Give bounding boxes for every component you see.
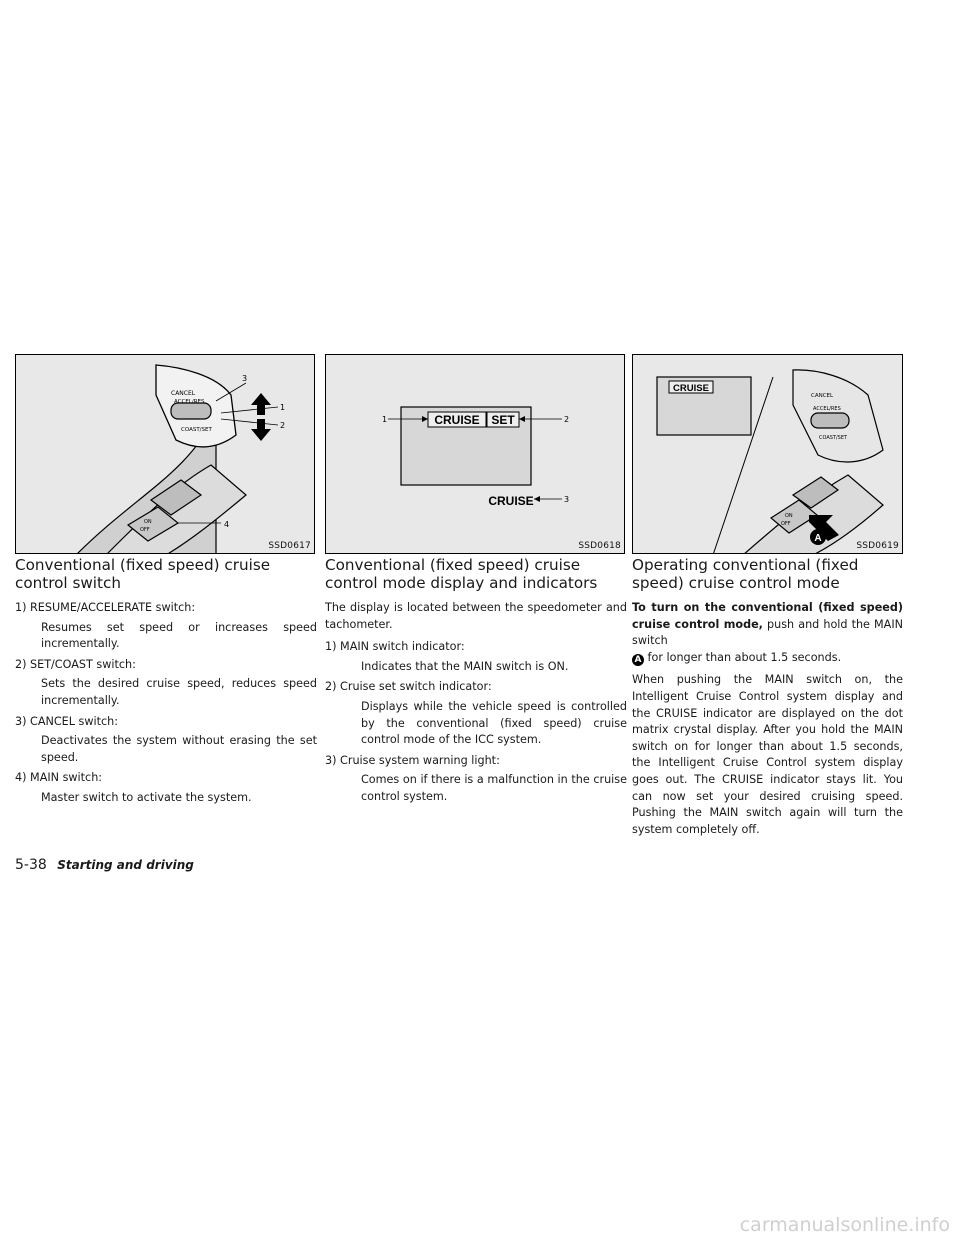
item-title: 2) SET/COAST switch:: [15, 657, 136, 671]
steering-switch-illustration: [16, 355, 315, 554]
figure-cruise-switch: [15, 354, 315, 554]
description-paragraph: When pushing the MAIN switch on, the Intelligent Cruise Control system display and the CRUISE indicator are displayed on the dot matrix crystal display. After you hold the MAIN switch on for longer than about 1.5 seconds, the Intelligent Cruise Control system display goes out. The CRUISE indicator stays lit. You can now set your desired cruising speed. Pushing the MAIN switch again will turn the system completely off.: [632, 673, 903, 836]
figure-cruise-display: [325, 354, 625, 554]
item-desc: Displays while the vehicle speed is controlled by the conventional (fixed speed) cruise control mode of the ICC system.: [361, 699, 627, 747]
item-desc: Resumes set speed or increases speed incrementally.: [41, 620, 317, 651]
label-cancel: CANCEL: [811, 393, 834, 399]
figure-code: SSD0617: [268, 541, 311, 551]
section-heading: Operating conventional (fixed speed) cruise control mode: [632, 556, 859, 592]
figure-operating-mode: [632, 354, 903, 554]
column-switch: [15, 556, 317, 807]
instruction-end: for longer than about 1.5 seconds.: [644, 650, 842, 664]
callout-3: 3: [242, 374, 248, 383]
cruise-indicator: CRUISE: [434, 413, 480, 427]
instruction-bold: To turn on the conventional (fixed speed) cruise control mode,: [632, 601, 903, 631]
marker-a: A: [814, 533, 822, 544]
column-display: [325, 556, 627, 806]
item-desc: Comes on if there is a malfunction in the cruise control system.: [361, 773, 627, 803]
callout-3: 3: [564, 495, 570, 504]
item-title: 2) Cruise set switch indicator:: [325, 680, 492, 694]
item-title: 1) RESUME/ACCELERATE switch:: [15, 601, 196, 614]
label-cancel: CANCEL: [171, 390, 196, 397]
operating-illustration: [633, 355, 903, 554]
item-desc: Sets the desired cruise speed, reduces speed incrementally.: [41, 677, 317, 707]
label-accel-res: ACCEL/RES: [813, 406, 841, 412]
section-heading: Conventional (fixed speed) cruise control mode display and indicators: [325, 556, 598, 592]
intro-text: The display is located between the speedometer and tachometer.: [325, 601, 627, 631]
label-coast-set: COAST/SET: [819, 435, 848, 441]
callout-2: 2: [564, 415, 570, 424]
label-off: OFF: [781, 521, 791, 527]
item-title: 3) Cruise system warning light:: [325, 753, 500, 767]
item-title: 1) MAIN switch indicator:: [325, 640, 465, 654]
label-accel-res: ACCEL/RES: [174, 399, 205, 405]
label-coast-set: COAST/SET: [181, 427, 212, 433]
callout-4: 4: [224, 520, 230, 529]
column-operating: [632, 556, 903, 844]
section-name: Starting and driving: [57, 858, 194, 872]
item-desc: Indicates that the MAIN switch is ON.: [361, 659, 569, 673]
label-on: ON: [785, 513, 793, 519]
item-title: 4) MAIN switch:: [15, 771, 103, 785]
watermark: carmanualsonline.info: [739, 1214, 950, 1236]
callout-2: 2: [280, 421, 286, 430]
instruction-paragraph: [632, 600, 903, 666]
set-indicator: SET: [491, 413, 515, 427]
figure-code: SSD0619: [856, 541, 899, 551]
page-number: 5-38: [15, 857, 47, 873]
cruise-warning-light: CRUISE: [488, 494, 534, 508]
item-desc: Master switch to activate the system.: [41, 790, 252, 804]
callout-1: 1: [382, 415, 388, 424]
label-on: ON: [144, 519, 152, 525]
label-off: OFF: [140, 527, 150, 533]
display-illustration: [326, 355, 609, 554]
page-footer: [15, 857, 194, 873]
section-heading: Conventional (fixed speed) cruise control switch: [15, 556, 271, 592]
callout-1: 1: [280, 403, 286, 412]
marker-a-icon: A: [632, 654, 644, 666]
instruction-rest: push and hold the MAIN switch: [632, 617, 904, 648]
item-desc: Deactivates the system without erasing the set speed.: [41, 734, 317, 764]
figure-code: SSD0618: [578, 541, 621, 551]
cruise-indicator: CRUISE: [673, 383, 709, 394]
item-title: 3) CANCEL switch:: [15, 714, 119, 728]
